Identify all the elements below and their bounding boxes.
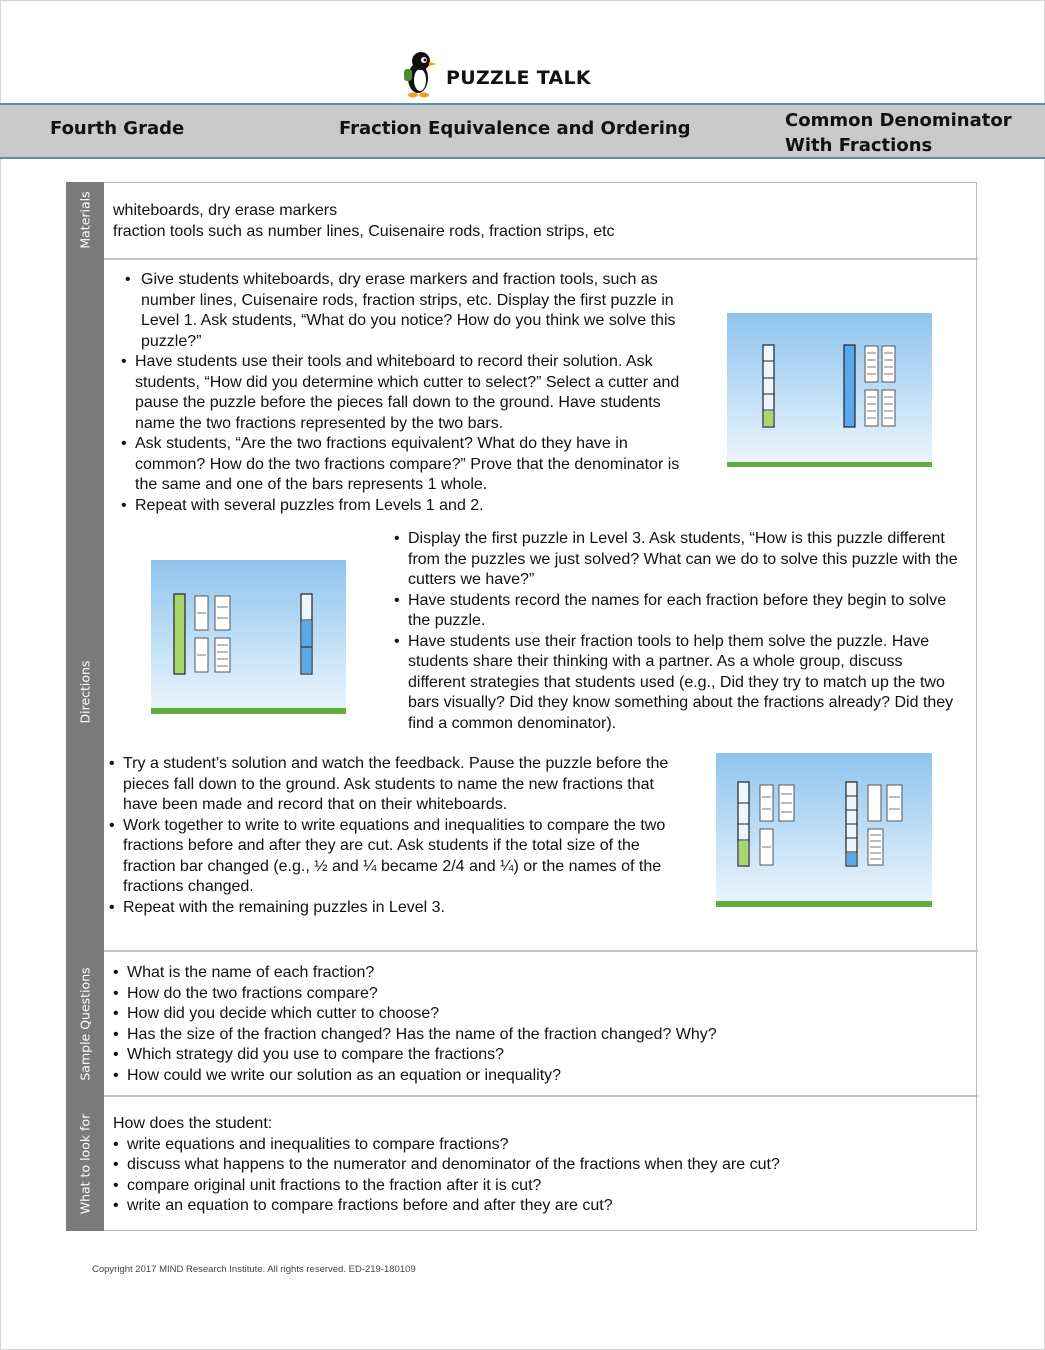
materials-line: fraction tools such as number lines, Cuisenaire rods, fraction strips, etc [113,222,615,240]
materials-line: whiteboards, dry erase markers [113,202,338,219]
lesson-title-line2: With Fractions [785,135,933,156]
directions-item: • Display the first puzzle in Level 3. Ask students, “How is this puzzle different from the puzzles we just solved? What can we do to solve this puzzle with the cutters we have?” [394,529,959,591]
question-item: • How did you decide which cutter to choose? [113,1004,953,1025]
directions-item: • Have students record the names for each fraction before they begin to solve the puzzle. [394,591,959,632]
divider [104,950,978,952]
what-to-look-for-label: What to look for [77,1113,93,1215]
directions-label: Directions [77,660,93,724]
puzzle-screenshot-feedback [716,753,932,908]
directions-item: • Repeat with the remaining puzzles in Level 3. [109,898,674,919]
question-item: • What is the name of each fraction? [113,963,953,984]
directions-item: • Give students whiteboards, dry erase markers and fraction tools, such as number lines, Cuisenaire rods, fraction strips, etc. Display the first puzzle in Level 1. Ask students, “What do you notice? How do you think we solve this puzzle?” [121,270,701,352]
look-for-item: • write equations and inequalities to compare fractions? [113,1135,963,1156]
directions-item: • Work together to write to write equations and inequalities to compare the two fractions before and after they are cut. Ask students if the total size of the fraction bar changed (e.g., ½ and ¼ became 2/4 and ¼) or the names of the fractions changed. [109,816,674,898]
section-label-column [66,182,104,1231]
divider [104,258,978,260]
puzzle-screenshot-level1 [727,313,932,468]
look-for-item: • compare original unit fractions to the fraction after it is cut? [113,1176,963,1197]
directions-block-2 [394,529,959,734]
directions-item: • Have students use their fraction tools to help them solve the puzzle. Have students share their thinking with a partner. As a whole group, discuss different strategies that students used (e.g., Did they try to match up the two bars visually? Did they know something about the fractions already? Did they find a common denominator). [394,632,959,735]
question-item: • How do the two fractions compare? [113,984,953,1005]
look-for-item: • discuss what happens to the numerator and denominator of the fractions when they are cut? [113,1155,963,1176]
directions-item: • Repeat with several puzzles from Levels 1 and 2. [121,496,701,517]
puzzle-screenshot-level3 [151,560,346,715]
directions-item: • Try a student’s solution and watch the feedback. Pause the puzzle before the pieces fall down to the ground. Ask students to name the new fractions that have been made and record that on their whiteboards. [109,754,674,816]
logo-text: PUZZLE TALK [446,67,591,89]
materials-list [113,201,615,242]
sample-questions-label: Sample Questions [77,967,93,1081]
look-for-intro: How does the student: [113,1115,273,1132]
topic-title: Fraction Equivalence and Ordering [339,118,691,139]
divider [104,1095,978,1097]
directions-block-1 [121,270,701,516]
lesson-title-line1: Common Denominator [785,110,1012,131]
question-item: • Has the size of the fraction changed? Has the name of the fraction changed? Why? [113,1025,953,1046]
lesson-title [785,108,1012,158]
sample-questions-list [113,963,953,1086]
grade-level: Fourth Grade [50,118,185,139]
look-for-item: • write an equation to compare fractions before and after they are cut? [113,1196,963,1217]
fraction-bar [844,345,855,427]
directions-item: • Have students use their tools and whiteboard to record their solution. Ask students, “How did you determine which cutter to select?” Select a cutter and pause the puzzle before the pieces fall down to the ground. Have students name the two fractions represented by the two bars. [121,352,701,434]
penguin-logo-icon [400,49,440,99]
copyright-notice: Copyright 2017 MIND Research Institute. All rights reserved. ED-219-180109 [92,1264,416,1275]
puzzle-talk-logo [400,48,591,100]
fraction-bar [174,594,185,674]
question-item: • Which strategy did you use to compare the fractions? [113,1045,953,1066]
header-band [0,103,1045,159]
directions-block-3 [109,754,674,918]
question-item: • How could we write our solution as an equation or inequality? [113,1066,953,1087]
materials-label: Materials [77,191,93,249]
directions-item: • Ask students, “Are the two fractions equivalent? What do they have in common? How do the two fractions compare?” Prove that the denominator is the same and one of the bars represents 1 whole. [121,434,701,496]
look-for-section [113,1114,963,1217]
